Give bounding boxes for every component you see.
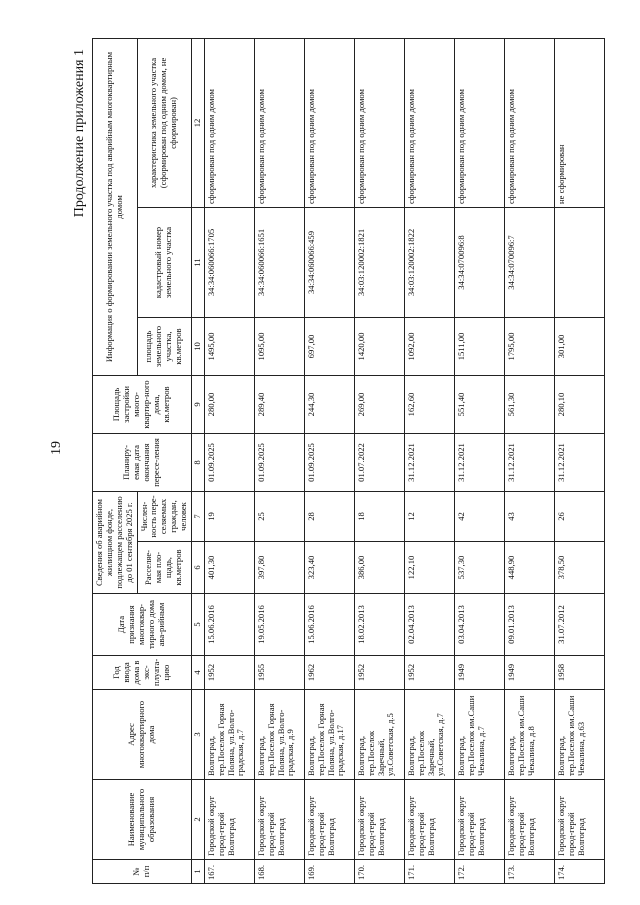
column-number: 5	[191, 594, 204, 656]
row-municipality: Городской округ город-герой Волгоград	[554, 780, 604, 860]
document-sheet	[72, 29, 632, 884]
row-people: 18	[354, 491, 404, 541]
header-recognition-date: Дата признания многоквар-тирного дома ава-рийным	[93, 594, 192, 656]
row-recognition-date: 15.06.2016	[204, 594, 254, 656]
row-cadastral: 34:03:120002:1822	[404, 207, 454, 317]
row-planned-date: 01.07.2022	[354, 433, 404, 491]
row-year: 1962	[304, 656, 354, 690]
table-row	[504, 38, 554, 883]
row-land-status: сформирован под одним домом	[454, 38, 504, 207]
row-land-status: сформирован под одним домом	[504, 38, 554, 207]
row-built-area: 551,40	[454, 375, 504, 433]
table-row	[454, 38, 504, 883]
column-number: 7	[191, 491, 204, 541]
table-row	[404, 38, 454, 883]
row-people: 42	[454, 491, 504, 541]
row-people: 25	[254, 491, 304, 541]
row-people: 12	[404, 491, 454, 541]
row-address: Волгоград, тер.Поселок Заречный, ул.Советская, д.7	[404, 690, 454, 780]
row-address: Волгоград, тер.Поселок Горная Поляна, ул.Волго-градская, д.17	[304, 690, 354, 780]
row-number: 173.	[504, 860, 554, 884]
row-land-area: 1495,00	[204, 317, 254, 375]
row-land-status: сформирован под одним домом	[354, 38, 404, 207]
row-people: 26	[554, 491, 604, 541]
row-fund-area: 448,90	[504, 542, 554, 594]
column-number: 11	[191, 207, 204, 317]
row-year: 1958	[554, 656, 604, 690]
emergency-housing-table	[92, 38, 605, 884]
row-cadastral	[554, 207, 604, 317]
column-number: 9	[191, 375, 204, 433]
row-land-area: 697,00	[304, 317, 354, 375]
row-year: 1949	[454, 656, 504, 690]
row-address: Волгоград, тер.Поселок им.Саши Чекалина, д.63	[554, 690, 604, 780]
row-number: 172.	[454, 860, 504, 884]
column-number: 4	[191, 656, 204, 690]
row-recognition-date: 19.05.2016	[254, 594, 304, 656]
row-planned-date: 31.12.2021	[404, 433, 454, 491]
column-number-row	[191, 38, 204, 883]
row-built-area: 280,10	[554, 375, 604, 433]
row-planned-date: 31.12.2021	[504, 433, 554, 491]
header-planned-date: Планиру-емая дата окончания пересе-ления	[93, 433, 192, 491]
table-body	[204, 38, 604, 883]
header-fund-people: Числен-ность пере-селяемых граждан, человек	[137, 491, 191, 541]
row-year: 1949	[504, 656, 554, 690]
row-fund-area: 401,30	[204, 542, 254, 594]
header-land-area: площадь земельного участка, кв.метров	[137, 317, 191, 375]
row-fund-area: 537,30	[454, 542, 504, 594]
row-number: 174.	[554, 860, 604, 884]
row-built-area: 289,40	[254, 375, 304, 433]
row-land-area: 1092,00	[404, 317, 454, 375]
row-built-area: 162,60	[404, 375, 454, 433]
row-land-status: не сформирован	[554, 38, 604, 207]
row-planned-date: 01.09.2025	[204, 433, 254, 491]
row-municipality: Городской округ город-герой Волгоград	[204, 780, 254, 860]
row-land-status: сформирован под одним домом	[404, 38, 454, 207]
column-number: 8	[191, 433, 204, 491]
row-recognition-date: 03.04.2013	[454, 594, 504, 656]
column-number: 10	[191, 317, 204, 375]
row-recognition-date: 15.06.2016	[304, 594, 354, 656]
row-people: 43	[504, 491, 554, 541]
page-number: 19	[49, 441, 64, 455]
header-fund-group: Сведения об аварийном жилищном фонде, подлежащем расселению до 01 сентября 2025 г.	[93, 491, 138, 593]
header-address: Адрес многоквартирного дома	[93, 690, 192, 780]
header-cadastral: кадастровый номер земельного участка	[137, 207, 191, 317]
row-year: 1955	[254, 656, 304, 690]
row-recognition-date: 18.02.2013	[354, 594, 404, 656]
header-land-group: Информация о формировании земельного участка под аварийным многоквартирным домом	[93, 38, 138, 375]
row-address: Волгоград, тер.Поселок Горная Поляна, ул.Волго-градская, д.9	[254, 690, 304, 780]
row-built-area: 244,30	[304, 375, 354, 433]
row-people: 19	[204, 491, 254, 541]
column-number: 1	[191, 860, 204, 884]
row-number: 170.	[354, 860, 404, 884]
row-fund-area: 378,50	[554, 542, 604, 594]
header-built-area: Площадь застройки много-квартир-ного дома, кв.метров	[93, 375, 192, 433]
row-number: 167.	[204, 860, 254, 884]
row-land-area: 1095,00	[254, 317, 304, 375]
header-land-status: характеристика земельного участка (сформирован под одним домом, не сформирован)	[137, 38, 191, 207]
row-planned-date: 01.09.2025	[254, 433, 304, 491]
row-address: Волгоград, тер.Поселок Горная Поляна, ул.Волго-градская, д.7	[204, 690, 254, 780]
row-fund-area: 323,40	[304, 542, 354, 594]
row-land-area: 1795,00	[504, 317, 554, 375]
row-cadastral: 34:34:060066:459	[304, 207, 354, 317]
row-municipality: Городской округ город-герой Волгоград	[254, 780, 304, 860]
row-cadastral: 34:34:060066:1705	[204, 207, 254, 317]
header-num: № п/п	[93, 860, 192, 884]
row-municipality: Городской округ город-герой Волгоград	[504, 780, 554, 860]
row-cadastral: 34:03:120002:1821	[354, 207, 404, 317]
row-cadastral: 34:34:070096:8	[454, 207, 504, 317]
row-number: 169.	[304, 860, 354, 884]
row-municipality: Городской округ город-герой Волгоград	[354, 780, 404, 860]
table-row	[354, 38, 404, 883]
header-municipality: Наименование муниципального образования	[93, 780, 192, 860]
row-fund-area: 386,00	[354, 542, 404, 594]
row-fund-area: 122,10	[404, 542, 454, 594]
table-row	[254, 38, 304, 883]
row-year: 1952	[354, 656, 404, 690]
row-municipality: Городской округ город-герой Волгоград	[454, 780, 504, 860]
row-year: 1952	[404, 656, 454, 690]
row-land-status: сформирован под одним домом	[304, 38, 354, 207]
header-year: Год ввода дома в экс-плуата-цию	[93, 656, 192, 690]
column-number: 12	[191, 38, 204, 207]
row-address: Волгоград, тер.Поселок Заречный, ул.Советская, д.5	[354, 690, 404, 780]
appendix-label: Продолжение приложения 1	[72, 49, 87, 218]
row-municipality: Городской округ город-герой Волгоград	[304, 780, 354, 860]
row-built-area: 280,00	[204, 375, 254, 433]
header-fund-area: Расселяе-мая пло-щадь, кв.метров	[137, 542, 191, 594]
row-cadastral: 34:34:070096:7	[504, 207, 554, 317]
row-municipality: Городской округ город-герой Волгоград	[404, 780, 454, 860]
row-recognition-date: 09.01.2013	[504, 594, 554, 656]
row-land-area: 301,00	[554, 317, 604, 375]
column-number: 6	[191, 542, 204, 594]
row-built-area: 269,00	[354, 375, 404, 433]
row-address: Волгоград, тер.Поселок им.Саши Чекалина, д.8	[504, 690, 554, 780]
row-planned-date: 01.09.2025	[304, 433, 354, 491]
row-year: 1952	[204, 656, 254, 690]
row-number: 171.	[404, 860, 454, 884]
table-row	[304, 38, 354, 883]
row-fund-area: 397,80	[254, 542, 304, 594]
row-planned-date: 31.12.2021	[454, 433, 504, 491]
row-land-status: сформирован под одним домом	[254, 38, 304, 207]
column-number: 3	[191, 690, 204, 780]
row-recognition-date: 31.07.2012	[554, 594, 604, 656]
row-built-area: 561,30	[504, 375, 554, 433]
row-address: Волгоград, тер.Поселок им.Саши Чекалина, д.7	[454, 690, 504, 780]
table-row	[204, 38, 254, 883]
row-land-area: 1511,00	[454, 317, 504, 375]
row-number: 168.	[254, 860, 304, 884]
row-recognition-date: 02.04.2013	[404, 594, 454, 656]
column-number: 2	[191, 780, 204, 860]
row-land-area: 1420,00	[354, 317, 404, 375]
row-planned-date: 31.12.2021	[554, 433, 604, 491]
row-people: 28	[304, 491, 354, 541]
row-cadastral: 34:34:060066:1651	[254, 207, 304, 317]
table-row	[554, 38, 604, 883]
row-land-status: сформирован под одним домом	[204, 38, 254, 207]
